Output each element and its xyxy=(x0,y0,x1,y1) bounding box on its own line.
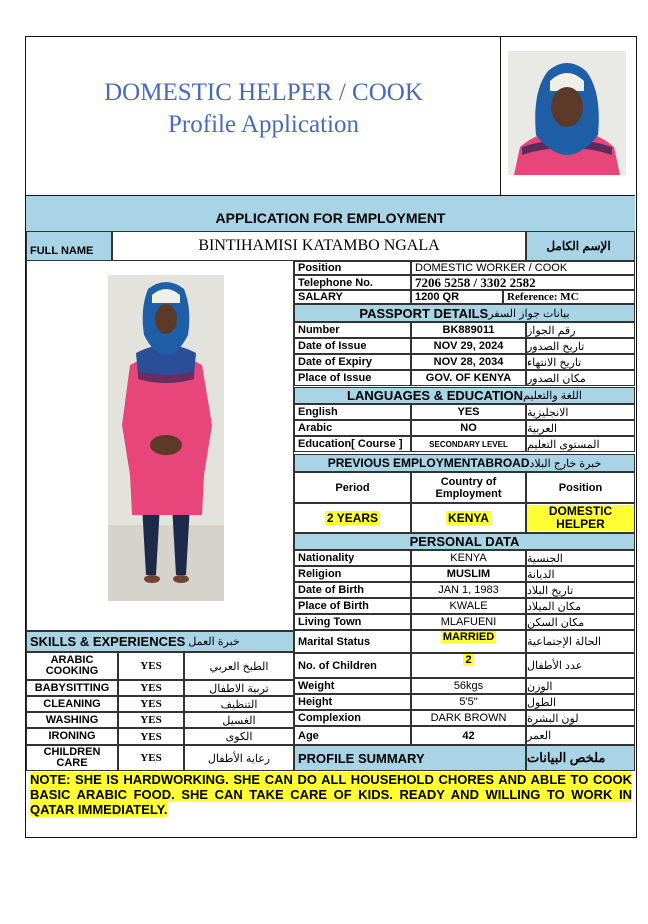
personal-row-value xyxy=(411,630,526,653)
skill-row-value: YES xyxy=(118,745,184,771)
passport-row-ar: تاريخ الانتهاء xyxy=(526,354,635,370)
personal-row-label: No. of Children xyxy=(294,653,411,678)
passport-row-value: NOV 29, 2024 xyxy=(411,338,526,354)
personal-row-value-text: DARK BROWN xyxy=(430,712,507,724)
personal-row-value-text: 5'5" xyxy=(459,696,478,708)
employment-country: KENYA xyxy=(448,511,489,525)
personal-row-ar: مكان الميلاد xyxy=(526,598,635,614)
language-row-value: SECONDARY LEVEL xyxy=(411,436,526,452)
personal-row-value-text: 42 xyxy=(462,729,475,742)
skill-row-ar: تربية الاطفال xyxy=(184,680,294,696)
personal-row-value-text: KENYA xyxy=(450,552,487,564)
passport-row-ar: مكان الصدور xyxy=(526,370,635,386)
passport-row-value: BK889011 xyxy=(411,322,526,338)
personal-row-ar: الديانة xyxy=(526,566,635,582)
personal-row-value xyxy=(411,653,526,678)
document-title: DOMESTIC HELPER / COOK xyxy=(104,79,423,106)
personal-row-label: Religion xyxy=(294,566,411,582)
personal-row-ar: الوزن xyxy=(526,678,635,694)
salary-label: SALARY xyxy=(294,290,411,304)
personal-row-label: Complexion xyxy=(294,710,411,726)
skill-row-value: YES xyxy=(118,712,184,728)
fullname-label-ar: الإسم الكامل xyxy=(526,231,635,261)
passport-row-ar: تاريخ الصدور xyxy=(526,338,635,354)
skill-row-label: WASHING xyxy=(26,712,118,728)
personal-row-value-text: 2 xyxy=(465,654,472,666)
passport-row-ar: رقم الجواز xyxy=(526,322,635,338)
header-title-area xyxy=(26,37,501,195)
telephone-label: Telephone No. xyxy=(294,275,411,290)
personal-row-label: Living Town xyxy=(294,614,411,630)
profile-summary-title-ar: ملخص البيانات xyxy=(526,745,635,771)
skill-row-label: IRONING xyxy=(26,728,118,745)
position-value: DOMESTIC WORKER / COOK xyxy=(411,261,635,275)
skill-row-ar: الكوى xyxy=(184,728,294,745)
passport-row-value: NOV 28, 2034 xyxy=(411,354,526,370)
personal-row-value xyxy=(411,582,526,598)
passport-title: PASSPORT DETAILS xyxy=(359,305,489,321)
skill-row-ar: الغسيل xyxy=(184,712,294,728)
employment-header-country-text: Country of Employment xyxy=(435,475,502,500)
personal-row-ar: تاريخ البلاد xyxy=(526,582,635,598)
passport-row-label: Date of Issue xyxy=(294,338,411,354)
personal-row-value-text: MLAFUENI xyxy=(440,616,497,628)
personal-row-value xyxy=(411,598,526,614)
personal-row-value xyxy=(411,678,526,694)
personal-row-label: Marital Status xyxy=(294,630,411,653)
passport-row-label: Number xyxy=(294,322,411,338)
employment-header-country xyxy=(411,472,526,503)
employment-header-position: Position xyxy=(526,472,635,503)
profile-summary-title: PROFILE SUMMARY xyxy=(294,745,526,771)
personal-row-label: Weight xyxy=(294,678,411,694)
passport-row-value: GOV. OF KENYA xyxy=(411,370,526,386)
languages-section-title xyxy=(294,387,635,404)
fullname-label: FULL NAME xyxy=(26,231,112,261)
personal-row-value xyxy=(411,566,526,582)
personal-row-label: Place of Birth xyxy=(294,598,411,614)
personal-row-ar: الطول xyxy=(526,694,635,710)
skill-row-label: CLEANING xyxy=(26,696,118,712)
employment-section-title xyxy=(294,454,635,472)
personal-row-ar: مكان السكن xyxy=(526,614,635,630)
application-sheet xyxy=(25,36,637,838)
employment-period: 2 YEARS xyxy=(326,511,379,525)
language-row-label: Education[ Course ] xyxy=(294,436,411,452)
skill-row-value: YES xyxy=(118,680,184,696)
personal-row-ar: العمر xyxy=(526,726,635,745)
employment-title-ar: خبرة خارج البلاد xyxy=(529,457,602,470)
document-subtitle: Profile Application xyxy=(168,111,359,138)
salary-value: 1200 QR xyxy=(411,290,503,304)
passport-row-label: Place of Issue xyxy=(294,370,411,386)
profile-note xyxy=(30,772,632,817)
employment-country-cell xyxy=(411,503,526,533)
language-row-label: English xyxy=(294,404,411,420)
skill-row-value: YES xyxy=(118,652,184,680)
language-row-value: YES xyxy=(411,404,526,420)
passport-row-label: Date of Expiry xyxy=(294,354,411,370)
skill-row-value: YES xyxy=(118,728,184,745)
language-row-ar: المستوى التعليم xyxy=(526,436,635,452)
fullname-value: BINTIHAMISI KATAMBO NGALA xyxy=(112,231,526,261)
position-label: Position xyxy=(294,261,411,275)
language-row-ar: الانجليزية xyxy=(526,404,635,420)
personal-row-value xyxy=(411,550,526,566)
personal-row-value xyxy=(411,726,526,745)
personal-row-ar: عدد الأطفال xyxy=(526,653,635,678)
personal-row-label: Date of Birth xyxy=(294,582,411,598)
personal-row-value xyxy=(411,694,526,710)
applicant-full-body-photo xyxy=(108,275,224,601)
skill-row-label: BABYSITTING xyxy=(26,680,118,696)
personal-row-label: Height xyxy=(294,694,411,710)
skill-row-ar: رعاية الأطفال xyxy=(184,745,294,771)
employment-position-cell xyxy=(526,503,635,533)
employment-banner: APPLICATION FOR EMPLOYMENT xyxy=(215,210,446,226)
reference-value: Reference: MC xyxy=(503,290,635,304)
personal-row-value xyxy=(411,710,526,726)
personal-row-ar: لون البشرة xyxy=(526,710,635,726)
personal-row-ar: الجنسية xyxy=(526,550,635,566)
personal-row-value xyxy=(411,614,526,630)
skill-row-ar: الطبخ العربي xyxy=(184,652,294,680)
skill-row-label: CHILDREN CARE xyxy=(26,745,118,771)
employment-period-cell xyxy=(294,503,411,533)
personal-row-value-text: MARRIED xyxy=(442,631,495,643)
skill-row-label: ARABIC COOKING xyxy=(26,652,118,680)
skill-row-ar: التنظيف xyxy=(184,696,294,712)
language-row-label: Arabic xyxy=(294,420,411,436)
personal-section-title: PERSONAL DATA xyxy=(294,533,635,550)
skills-title: SKILLS & EXPERIENCES xyxy=(30,634,186,649)
language-row-ar: العربية xyxy=(526,420,635,436)
passport-title-ar: بيانات جواز السفر xyxy=(488,307,570,320)
employment-header-period: Period xyxy=(294,472,411,503)
personal-row-value-text: MUSLIM xyxy=(446,568,491,580)
language-row-value: NO xyxy=(411,420,526,436)
personal-row-label: Age xyxy=(294,726,411,745)
profile-note-text: NOTE: SHE IS HARDWORKING. SHE CAN DO ALL HOUSEHOLD CHORES AND ABLE TO COOK BASIC ARABIC FOOD. SHE CAN TAKE CARE OF KIDS. READY AND WILLING TO WORK IN QATAR IMMEDIATELY. xyxy=(30,772,632,817)
applicant-portrait-photo xyxy=(508,51,626,175)
personal-row-value-text: JAN 1, 1983 xyxy=(438,584,499,596)
personal-row-value-text: 56kgs xyxy=(453,680,484,692)
passport-section-title xyxy=(294,304,635,322)
languages-title-ar: اللغة والتعليم xyxy=(523,390,582,402)
personal-row-value-text: KWALE xyxy=(449,600,488,612)
skills-section-title xyxy=(26,631,294,652)
employment-position: DOMESTIC HELPER xyxy=(527,505,634,531)
skills-title-ar: خبرة العمل xyxy=(188,636,240,648)
languages-title: LANGUAGES & EDUCATION xyxy=(347,388,524,403)
telephone-value: 7206 5258 / 3302 2582 xyxy=(411,275,635,290)
personal-row-label: Nationality xyxy=(294,550,411,566)
personal-row-ar: الحالة الإجتماعية xyxy=(526,630,635,653)
employment-title: PREVIOUS EMPLOYMENTABROAD xyxy=(327,456,530,470)
skill-row-value: YES xyxy=(118,696,184,712)
